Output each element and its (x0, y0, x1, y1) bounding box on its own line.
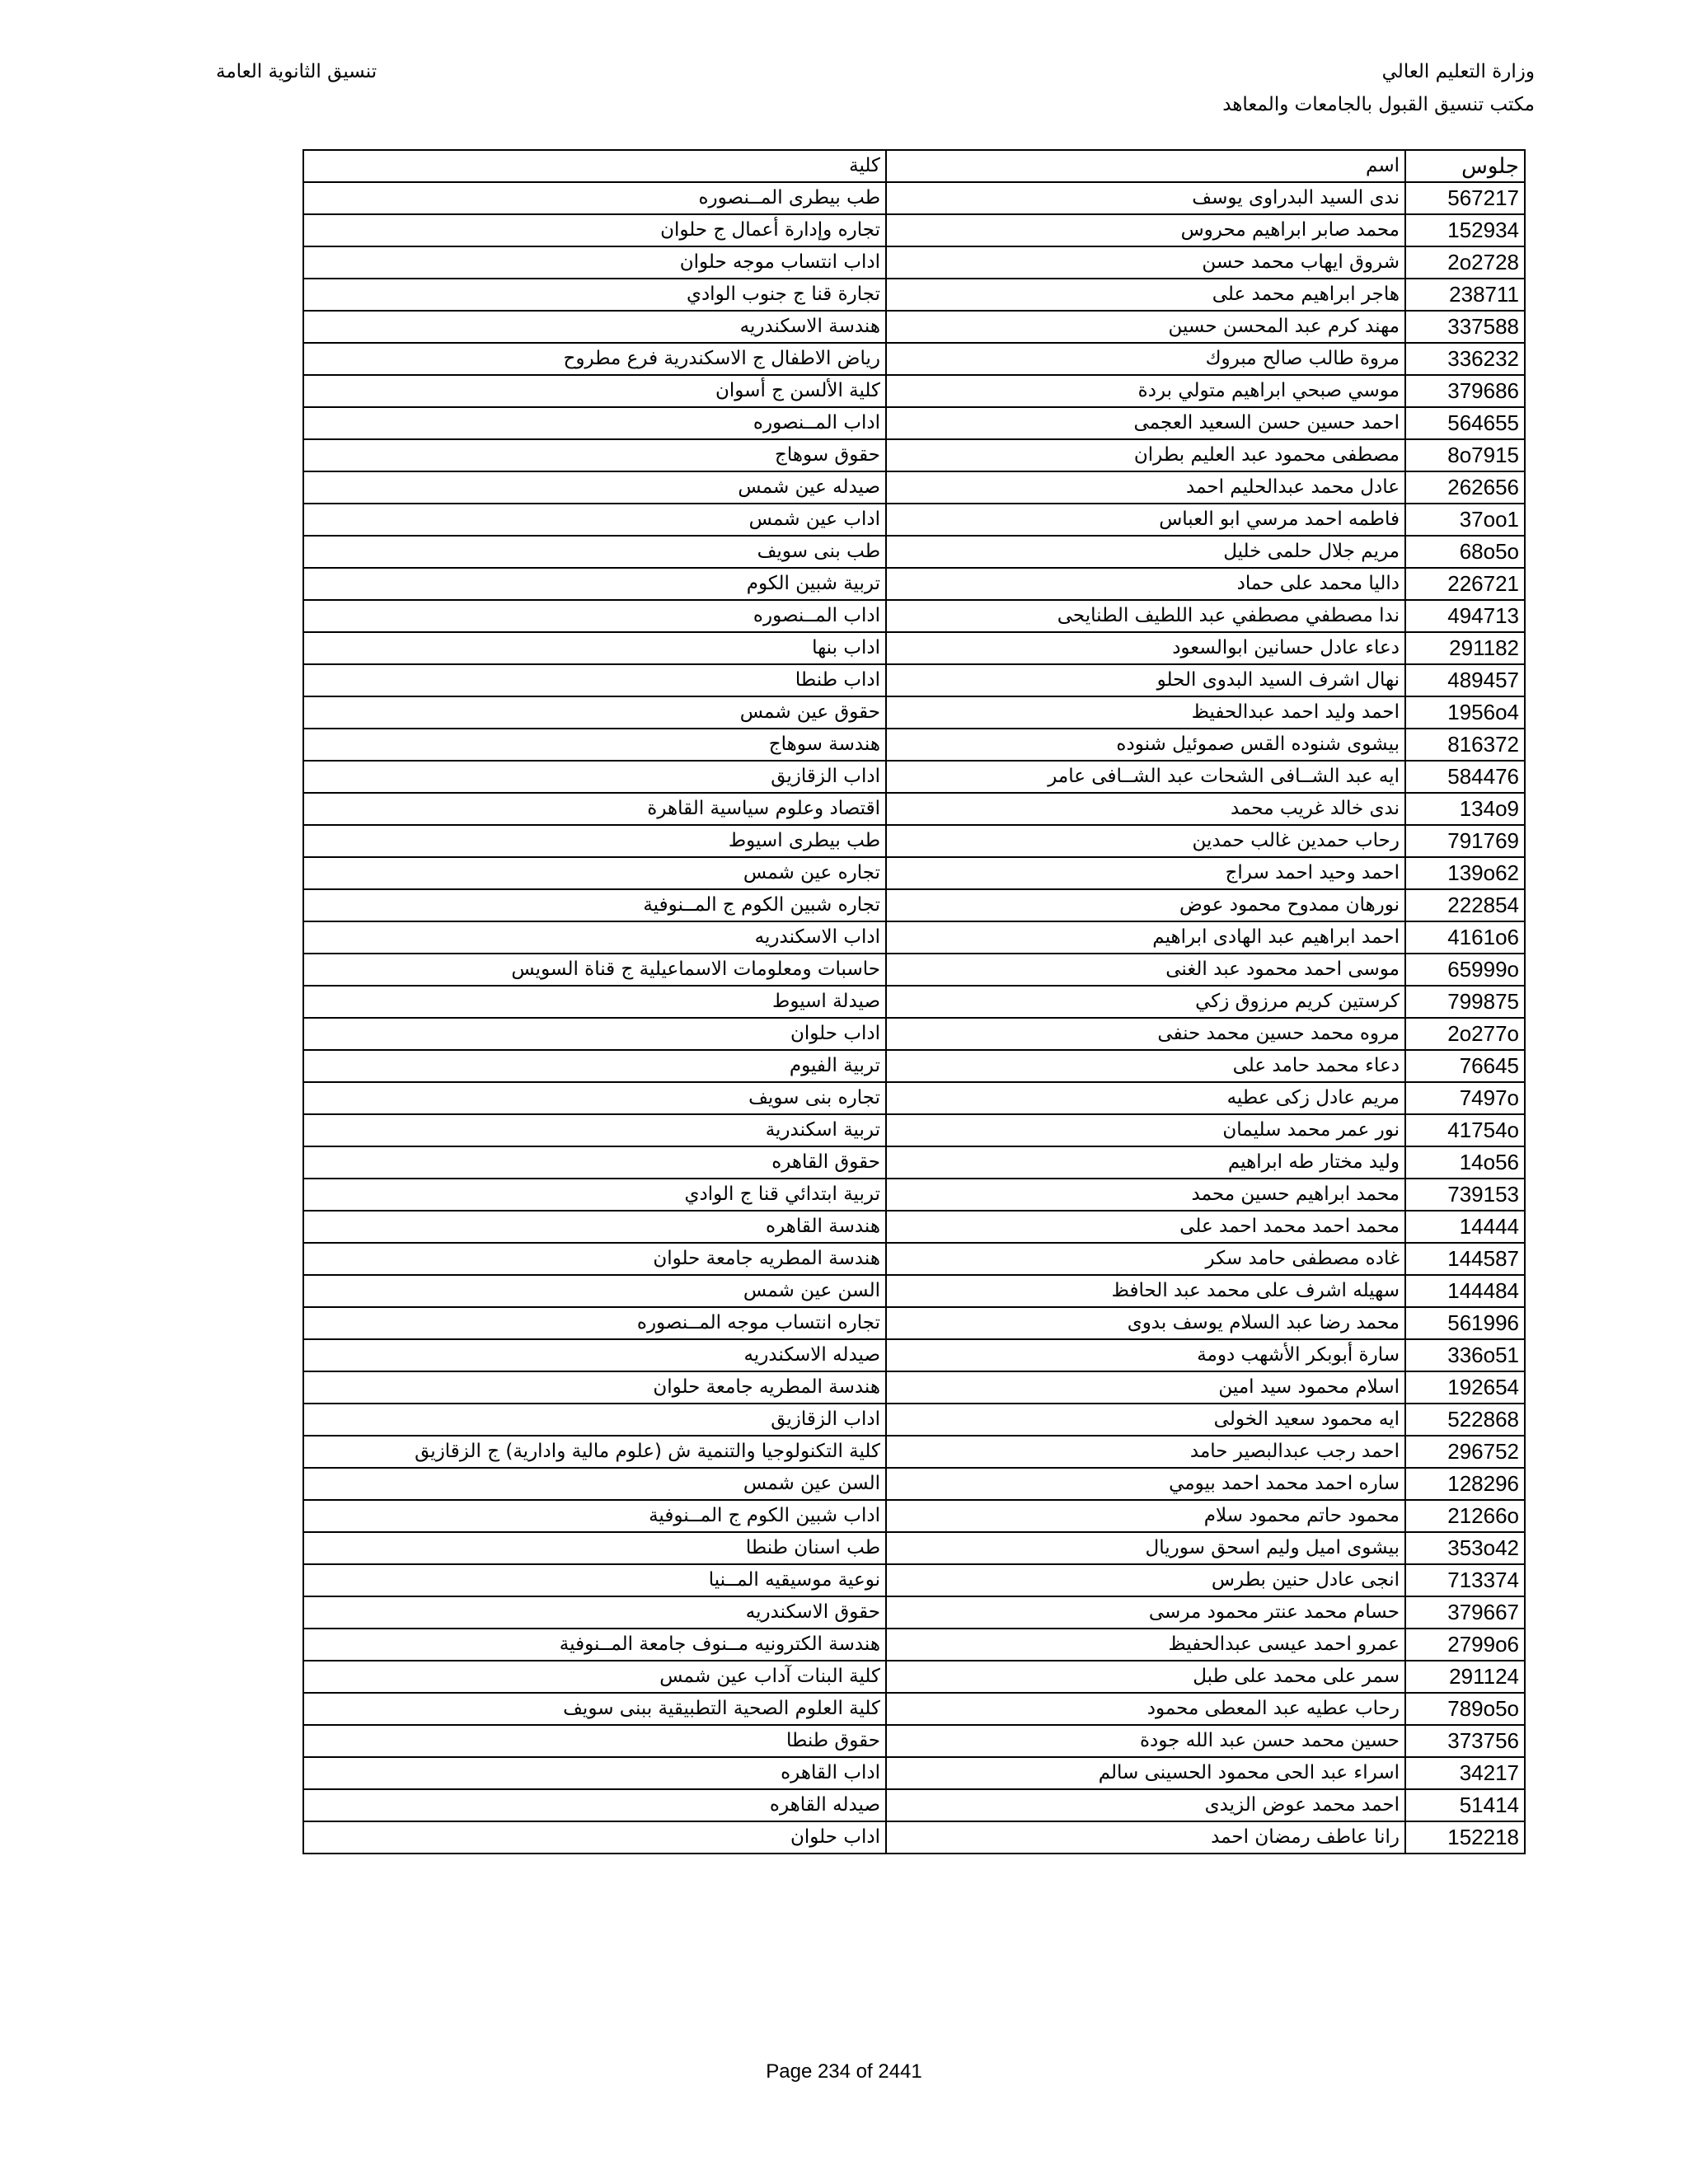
table-row (303, 1436, 1525, 1468)
page-number: Page 234 of 2441 (766, 2060, 922, 2083)
name-cell: ندى خالد غريب محمد (886, 793, 1405, 825)
seat-cell: 76645 (1405, 1050, 1525, 1082)
table-row (303, 1821, 1525, 1854)
faculty-cell: هندسة المطريه جامعة حلوان (303, 1243, 886, 1275)
table-row (303, 696, 1525, 729)
seat-cell: 791769 (1405, 825, 1525, 857)
coordination-title: تنسيق الثانوية العامة (216, 61, 377, 82)
seat-cell: 4161o6 (1405, 921, 1525, 954)
table-body (303, 182, 1525, 1854)
name-cell: عمرو احمد عيسى عبدالحفيظ (886, 1629, 1405, 1661)
seat-cell: 128296 (1405, 1468, 1525, 1500)
table-row (303, 311, 1525, 343)
name-cell: موسى احمد محمود عبد الغنى (886, 954, 1405, 986)
table-row (303, 921, 1525, 954)
table-row (303, 246, 1525, 279)
faculty-cell: تربية شبين الكوم (303, 568, 886, 600)
name-cell: سهيله اشرف على محمد عبد الحافظ (886, 1275, 1405, 1307)
table-row (303, 1532, 1525, 1564)
faculty-cell: صيدله الاسكندريه (303, 1339, 886, 1371)
name-cell: عادل محمد عبدالحليم احمد (886, 471, 1405, 504)
seat-cell: 291182 (1405, 632, 1525, 664)
seat-cell: 51414 (1405, 1789, 1525, 1821)
seat-cell: 152934 (1405, 214, 1525, 246)
name-cell: دعاء محمد حامد على (886, 1050, 1405, 1082)
faculty-cell: السن عين شمس (303, 1468, 886, 1500)
faculty-cell: كلية البنات آداب عين شمس (303, 1661, 886, 1693)
seat-cell: 564655 (1405, 407, 1525, 439)
name-cell: ساره احمد محمد احمد بيومي (886, 1468, 1405, 1500)
faculty-cell: اداب حلوان (303, 1018, 886, 1050)
name-cell: مروة طالب صالح مبروك (886, 343, 1405, 375)
name-cell: نهال اشرف السيد البدوى الحلو (886, 664, 1405, 696)
seat-cell: 494713 (1405, 600, 1525, 632)
name-cell: محمد رضا عبد السلام يوسف بدوى (886, 1307, 1405, 1339)
table-row (303, 600, 1525, 632)
name-cell: احمد وحيد احمد سراج (886, 857, 1405, 889)
faculty-cell: تجارة قنا ج جنوب الوادي (303, 279, 886, 311)
seat-cell: 134o9 (1405, 793, 1525, 825)
name-cell: مصطفى محمود عبد العليم بطران (886, 439, 1405, 471)
faculty-cell: كلية العلوم الصحية التطبيقية ببنى سويف (303, 1693, 886, 1725)
faculty-cell: اداب القاهره (303, 1757, 886, 1789)
name-cell: رحاب حمدين غالب حمدين (886, 825, 1405, 857)
table-row (303, 1661, 1525, 1693)
table-row (303, 439, 1525, 471)
table-row (303, 1243, 1525, 1275)
table-row (303, 214, 1525, 246)
seat-cell: 2o277o (1405, 1018, 1525, 1050)
name-cell: مريم عادل زكى عطيه (886, 1082, 1405, 1114)
seat-cell: 7497o (1405, 1082, 1525, 1114)
table-row (303, 568, 1525, 600)
table-row (303, 1629, 1525, 1661)
faculty-cell: تجاره شبين الكوم ج المــنوفية (303, 889, 886, 921)
faculty-cell: اداب عين شمس (303, 504, 886, 536)
seat-cell: 739153 (1405, 1179, 1525, 1211)
name-cell: دعاء عادل حسانين ابوالسعود (886, 632, 1405, 664)
seat-cell: 353o42 (1405, 1532, 1525, 1564)
table-row (303, 1500, 1525, 1532)
table-row (303, 1211, 1525, 1243)
name-cell: مهند كرم عبد المحسن حسين (886, 311, 1405, 343)
table-row (303, 1307, 1525, 1339)
name-cell: كرستين كريم مرزوق زكي (886, 986, 1405, 1018)
header-name: اسم (886, 150, 1405, 182)
faculty-cell: كلية الألسن ج أسوان (303, 375, 886, 407)
name-cell: اسراء عبد الحى محمود الحسينى سالم (886, 1757, 1405, 1789)
faculty-cell: صيدله القاهره (303, 1789, 886, 1821)
office-name: مكتب تنسيق القبول بالجامعات والمعاهد (1222, 94, 1535, 115)
name-cell: فاطمه احمد مرسي ابو العباس (886, 504, 1405, 536)
faculty-cell: هندسة سوهاج (303, 729, 886, 761)
seat-cell: 34217 (1405, 1757, 1525, 1789)
faculty-cell: حقوق عين شمس (303, 696, 886, 729)
faculty-cell: تربية الفيوم (303, 1050, 886, 1082)
faculty-cell: هندسة المطريه جامعة حلوان (303, 1371, 886, 1404)
faculty-cell: كلية التكنولوجيا والتنمية ش (علوم مالية وادارية) ج الزقازيق (303, 1436, 886, 1468)
faculty-cell: صيدلة اسيوط (303, 986, 886, 1018)
name-cell: محمود حاتم محمود سلام (886, 1500, 1405, 1532)
name-cell: رانا عاطف رمضان احمد (886, 1821, 1405, 1854)
name-cell: ندا مصطفي مصطفي عبد اللطيف الطنايحى (886, 600, 1405, 632)
name-cell: احمد حسين حسن السعيد العجمى (886, 407, 1405, 439)
seat-cell: 139o62 (1405, 857, 1525, 889)
table-row (303, 536, 1525, 568)
table-row (303, 793, 1525, 825)
seat-cell: 522868 (1405, 1404, 1525, 1436)
seat-cell: 65999o (1405, 954, 1525, 986)
faculty-cell: حقوق الاسكندريه (303, 1596, 886, 1629)
name-cell: احمد محمد عوض الزيدى (886, 1789, 1405, 1821)
seat-cell: 379686 (1405, 375, 1525, 407)
faculty-cell: السن عين شمس (303, 1275, 886, 1307)
seat-cell: 584476 (1405, 761, 1525, 793)
name-cell: حسين محمد حسن عبد الله جودة (886, 1725, 1405, 1757)
name-cell: مروه محمد حسين محمد حنفى (886, 1018, 1405, 1050)
faculty-cell: هندسة القاهره (303, 1211, 886, 1243)
seat-cell: 152218 (1405, 1821, 1525, 1854)
name-cell: غاده مصطفى حامد سكر (886, 1243, 1405, 1275)
seat-cell: 373756 (1405, 1725, 1525, 1757)
name-cell: رحاب عطيه عبد المعطى محمود (886, 1693, 1405, 1725)
faculty-cell: حقوق القاهره (303, 1146, 886, 1179)
table-row (303, 889, 1525, 921)
name-cell: وليد مختار طه ابراهيم (886, 1146, 1405, 1179)
seat-cell: 379667 (1405, 1596, 1525, 1629)
faculty-cell: تجاره عين شمس (303, 857, 886, 889)
faculty-cell: اداب شبين الكوم ج المــنوفية (303, 1500, 886, 1532)
table-row (303, 1468, 1525, 1500)
faculty-cell: حقوق سوهاج (303, 439, 886, 471)
table-row (303, 1082, 1525, 1114)
seat-cell: 799875 (1405, 986, 1525, 1018)
table-row (303, 1050, 1525, 1082)
faculty-cell: تجاره انتساب موجه المــنصوره (303, 1307, 886, 1339)
faculty-cell: طب بيطرى المــنصوره (303, 182, 886, 214)
seat-cell: 21266o (1405, 1500, 1525, 1532)
table-row (303, 986, 1525, 1018)
table-row (303, 1114, 1525, 1146)
table-row (303, 1371, 1525, 1404)
table-row (303, 761, 1525, 793)
seat-cell: 713374 (1405, 1564, 1525, 1596)
seat-cell: 222854 (1405, 889, 1525, 921)
faculty-cell: حقوق طنطا (303, 1725, 886, 1757)
faculty-cell: تجاره وإدارة أعمال ج حلوان (303, 214, 886, 246)
faculty-cell: اداب بنها (303, 632, 886, 664)
name-cell: محمد ابراهيم حسين محمد (886, 1179, 1405, 1211)
faculty-cell: اداب الزقازيق (303, 1404, 886, 1436)
faculty-cell: رياض الاطفال ج الاسكندرية فرع مطروح (303, 343, 886, 375)
table-row (303, 1596, 1525, 1629)
seat-cell: 14444 (1405, 1211, 1525, 1243)
faculty-cell: تربية اسكندرية (303, 1114, 886, 1146)
name-cell: مريم جلال حلمى خليل (886, 536, 1405, 568)
table-row (303, 1275, 1525, 1307)
admissions-table (302, 149, 1526, 1854)
name-cell: احمد ابراهيم عبد الهادى ابراهيم (886, 921, 1405, 954)
table-row (303, 1179, 1525, 1211)
table-row (303, 632, 1525, 664)
name-cell: داليا محمد على حماد (886, 568, 1405, 600)
faculty-cell: اداب الاسكندريه (303, 921, 886, 954)
seat-cell: 226721 (1405, 568, 1525, 600)
seat-cell: 296752 (1405, 1436, 1525, 1468)
header-seat: جلوس (1405, 150, 1525, 182)
name-cell: احمد وليد احمد عبدالحفيظ (886, 696, 1405, 729)
table-row (303, 1789, 1525, 1821)
faculty-cell: نوعية موسيقيه المــنيا (303, 1564, 886, 1596)
seat-cell: 2o2728 (1405, 246, 1525, 279)
seat-cell: 336232 (1405, 343, 1525, 375)
table-row (303, 1339, 1525, 1371)
table-row (303, 954, 1525, 986)
table-row (303, 1693, 1525, 1725)
seat-cell: 68o5o (1405, 536, 1525, 568)
table-row (303, 1757, 1525, 1789)
seat-cell: 337588 (1405, 311, 1525, 343)
table-row (303, 504, 1525, 536)
name-cell: اسلام محمود سيد امين (886, 1371, 1405, 1404)
name-cell: هاجر ابراهيم محمد على (886, 279, 1405, 311)
faculty-cell: هندسة الاسكندريه (303, 311, 886, 343)
faculty-cell: حاسبات ومعلومات الاسماعيلية ج قناة السويس (303, 954, 886, 986)
name-cell: ايه عبد الشــافى الشحات عبد الشــافى عامر (886, 761, 1405, 793)
faculty-cell: طب بنى سويف (303, 536, 886, 568)
table-row (303, 1725, 1525, 1757)
table-row (303, 279, 1525, 311)
table-row (303, 375, 1525, 407)
faculty-cell: اداب انتساب موجه حلوان (303, 246, 886, 279)
name-cell: سارة أبوبكر الأشهب دومة (886, 1339, 1405, 1371)
ministry-name: وزارة التعليم العالي (1381, 61, 1535, 82)
seat-cell: 37oo1 (1405, 504, 1525, 536)
seat-cell: 192654 (1405, 1371, 1525, 1404)
seat-cell: 262656 (1405, 471, 1525, 504)
name-cell: حسام محمد عنتر محمود مرسى (886, 1596, 1405, 1629)
faculty-cell: اداب طنطا (303, 664, 886, 696)
faculty-cell: اقتصاد وعلوم سياسية القاهرة (303, 793, 886, 825)
seat-cell: 144587 (1405, 1243, 1525, 1275)
name-cell: نور عمر محمد سليمان (886, 1114, 1405, 1146)
seat-cell: 789o5o (1405, 1693, 1525, 1725)
faculty-cell: تربية ابتدائي قنا ج الوادي (303, 1179, 886, 1211)
table-row (303, 664, 1525, 696)
faculty-cell: طب بيطرى اسيوط (303, 825, 886, 857)
faculty-cell: اداب الزقازيق (303, 761, 886, 793)
table-row (303, 729, 1525, 761)
name-cell: محمد صابر ابراهيم محروس (886, 214, 1405, 246)
seat-cell: 567217 (1405, 182, 1525, 214)
seat-cell: 561996 (1405, 1307, 1525, 1339)
seat-cell: 8o7915 (1405, 439, 1525, 471)
seat-cell: 336o51 (1405, 1339, 1525, 1371)
name-cell: بيشوى شنوده القس صموئيل شنوده (886, 729, 1405, 761)
table-row (303, 825, 1525, 857)
table-row (303, 857, 1525, 889)
faculty-cell: اداب المــنصوره (303, 407, 886, 439)
table-row (303, 1018, 1525, 1050)
seat-cell: 14o56 (1405, 1146, 1525, 1179)
seat-cell: 238711 (1405, 279, 1525, 311)
name-cell: بيشوى اميل وليم اسحق سوريال (886, 1532, 1405, 1564)
table-row (303, 182, 1525, 214)
seat-cell: 41754o (1405, 1114, 1525, 1146)
name-cell: سمر على محمد على طبل (886, 1661, 1405, 1693)
name-cell: احمد رجب عبدالبصير حامد (886, 1436, 1405, 1468)
table-row (303, 407, 1525, 439)
table-row (303, 1146, 1525, 1179)
table-row (303, 1564, 1525, 1596)
faculty-cell: اداب المــنصوره (303, 600, 886, 632)
seat-cell: 291124 (1405, 1661, 1525, 1693)
faculty-cell: طب اسنان طنطا (303, 1532, 886, 1564)
name-cell: موسي صبحي ابراهيم متولي بردة (886, 375, 1405, 407)
name-cell: محمد احمد محمد احمد على (886, 1211, 1405, 1243)
name-cell: ندى السيد البدراوى يوسف (886, 182, 1405, 214)
seat-cell: 2799o6 (1405, 1629, 1525, 1661)
faculty-cell: صيدله عين شمس (303, 471, 886, 504)
seat-cell: 144484 (1405, 1275, 1525, 1307)
faculty-cell: اداب حلوان (303, 1821, 886, 1854)
name-cell: نورهان ممدوح محمود عوض (886, 889, 1405, 921)
table-row (303, 471, 1525, 504)
seat-cell: 489457 (1405, 664, 1525, 696)
seat-cell: 1956o4 (1405, 696, 1525, 729)
faculty-cell: تجاره بنى سويف (303, 1082, 886, 1114)
table-header-row (303, 150, 1525, 182)
name-cell: شروق ايهاب محمد حسن (886, 246, 1405, 279)
header-faculty: كلية (303, 150, 886, 182)
table-row (303, 1404, 1525, 1436)
name-cell: انجى عادل حنين بطرس (886, 1564, 1405, 1596)
table-row (303, 343, 1525, 375)
seat-cell: 816372 (1405, 729, 1525, 761)
faculty-cell: هندسة الكترونيه مــنوف جامعة المــنوفية (303, 1629, 886, 1661)
name-cell: ايه محمود سعيد الخولى (886, 1404, 1405, 1436)
